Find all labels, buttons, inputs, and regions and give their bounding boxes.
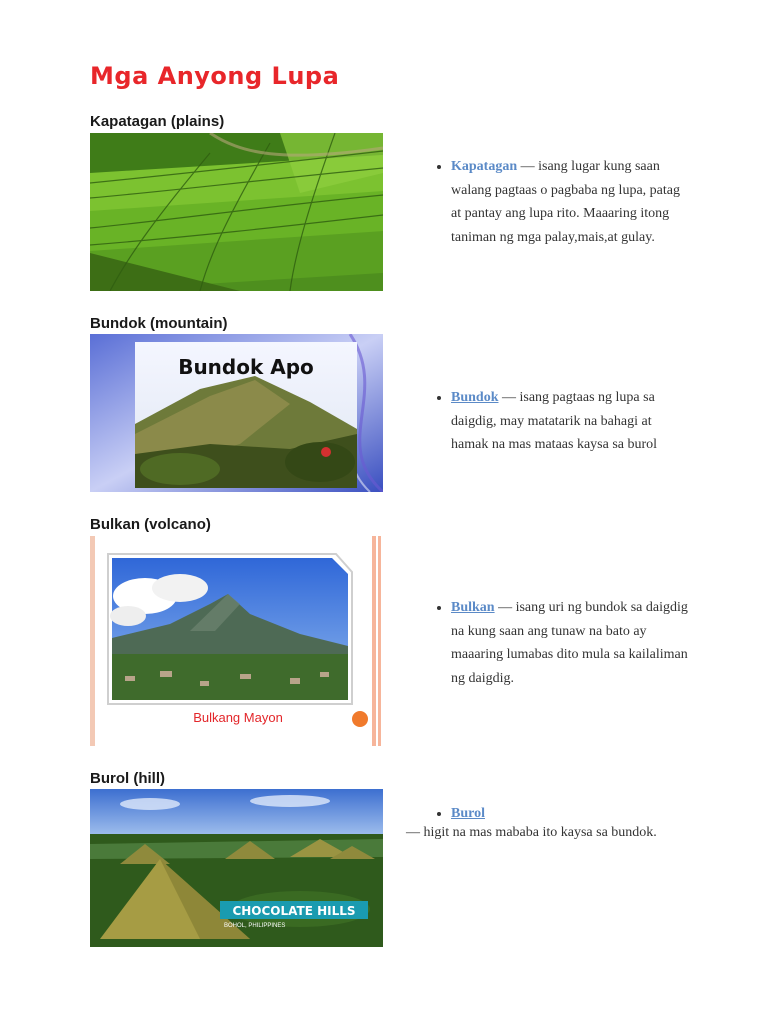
bundok-apo-caption: Bundok Apo xyxy=(178,355,314,379)
bulkan-definition: — isang uri ng bundok sa daigdig na kung saan ang tunaw na bato ay maaaring lumabas dito mula sa kailaliman ng daigdig. xyxy=(451,600,688,686)
volcano-image xyxy=(90,536,383,746)
kapatagan-term: Kapatagan xyxy=(451,159,518,174)
bulkan-term: Bulkan xyxy=(451,600,495,615)
kapatagan-definition: — isang lugar kung saan walang pagtaas o pagbaba ng lupa, patag at pantay ang lupa rito. Maaaring itong taniman ng mga palay,mais,at gulay. xyxy=(451,159,680,245)
section-heading-burol: Burol (hill) xyxy=(90,770,165,787)
bundok-description xyxy=(428,386,688,457)
hill-image xyxy=(90,789,383,947)
bundok-term: Bundok xyxy=(451,390,499,405)
page-title: Mga Anyong Lupa xyxy=(90,62,340,90)
section-heading-bulkan: Bulkan (volcano) xyxy=(90,516,211,533)
burol-definition: — higit na mas mababa ito kaysa sa bundok. xyxy=(406,825,657,840)
mountain-image xyxy=(90,334,383,492)
chocolate-hills-caption: CHOCOLATE HILLS xyxy=(232,904,356,918)
burol-description xyxy=(428,802,688,826)
section-heading-bundok: Bundok (mountain) xyxy=(90,315,228,332)
bulkang-mayon-caption: Bulkang Mayon xyxy=(193,710,283,725)
burol-list-item xyxy=(451,802,688,826)
plains-image xyxy=(90,133,383,291)
section-heading-kapatagan: Kapatagan (plains) xyxy=(90,113,225,130)
bulkan-list-item xyxy=(451,596,688,690)
bohol-caption: BOHOL, PHILIPPINES xyxy=(224,923,286,929)
bundok-list-item xyxy=(451,386,688,457)
kapatagan-description xyxy=(428,155,688,249)
burol-term: Burol xyxy=(451,806,485,821)
bulkan-description xyxy=(428,596,688,690)
kapatagan-list-item xyxy=(451,155,688,249)
bundok-definition: — isang pagtaas ng lupa sa daigdig, may matatarik na bahagi at hamak na mas mataas kaysa sa burol xyxy=(451,390,658,452)
